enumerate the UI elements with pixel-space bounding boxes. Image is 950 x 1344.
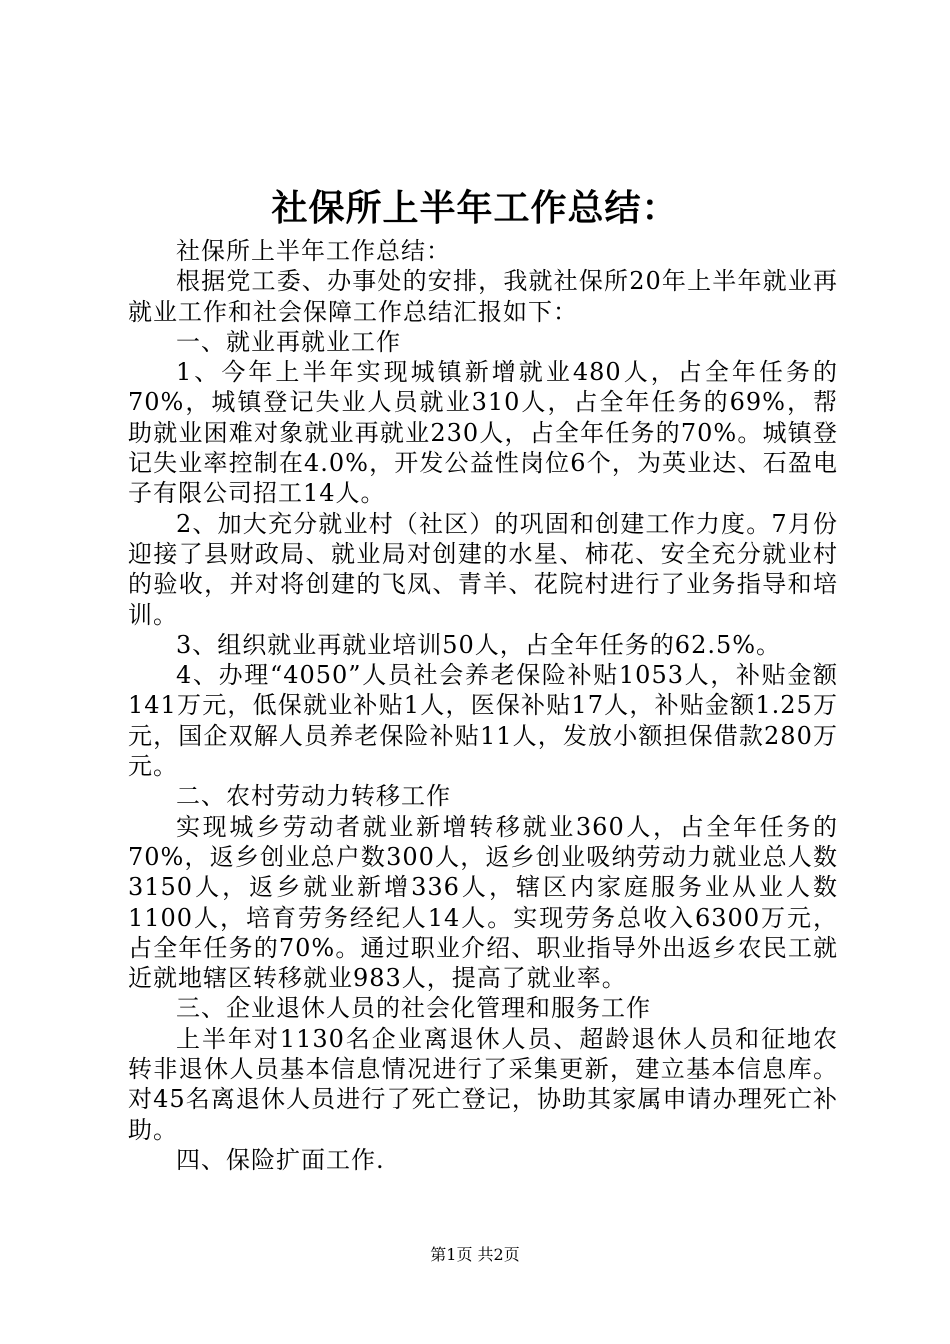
paragraph: 3、组织就业再就业培训50人，占全年任务的62.5%。	[176, 630, 782, 659]
section-heading: 二、农村劳动力转移工作	[176, 782, 451, 811]
paragraph: 1、今年上半年实现城镇新增就业480人，占全年任务的70%，城镇登记失业人员就业310人，占全年任务的69%，帮助就业困难对象就业再就业230人，占全年任务的70%。城镇登记失业率控制在4.0%，开发公益性岗位6个，为英业达、石盈电子有限公司招工14人。	[128, 358, 838, 508]
paragraph: 根据党工委、办事处的安排，我就社保所20年上半年就业再就业工作和社会保障工作总结汇报如下：	[128, 267, 838, 326]
paragraph: 2、加大充分就业村（社区）的巩固和创建工作力度。7月份迎接了县财政局、就业局对创建的水星、柿花、安全充分就业村的验收，并对将创建的飞凤、青羊、花院村进行了业务指导和培训。	[128, 509, 838, 629]
section-heading: 四、保险扩面工作.	[176, 1145, 385, 1174]
document-body	[128, 236, 838, 1175]
document-title: 社保所上半年工作总结：	[271, 187, 679, 229]
paragraph: 实现城乡劳动者就业新增转移就业360人，占全年任务的70%，返乡创业总户数300人，返乡创业吸纳劳动力就业总人数3150人，返乡就业新增336人，辖区内家庭服务业从业人数1100人，培育劳务经纪人14人。实现劳务总收入6300万元，占全年任务的70%。通过职业介绍、职业指导外出返乡农民工就近就地辖区转移就业983人，提高了就业率。	[128, 812, 838, 993]
paragraph: 上半年对1130名企业离退休人员、超龄退休人员和征地农转非退休人员基本信息情况进行了采集更新，建立基本信息库。对45名离退休人员进行了死亡登记，协助其家属申请办理死亡补助。	[128, 1024, 838, 1144]
paragraph: 社保所上半年工作总结：	[176, 237, 451, 265]
section-heading: 一、就业再就业工作	[176, 327, 401, 356]
page-footer: 第1页 共2页	[430, 1245, 520, 1264]
paragraph: 4、办理“4050”人员社会养老保险补贴1053人，补贴金额141万元，低保就业补贴1人，医保补贴17人，补贴金额1.25万元，国企双解人员养老保险补贴11人，发放小额担保借款280万元。	[128, 661, 838, 781]
section-heading: 三、企业退休人员的社会化管理和服务工作	[176, 994, 651, 1023]
